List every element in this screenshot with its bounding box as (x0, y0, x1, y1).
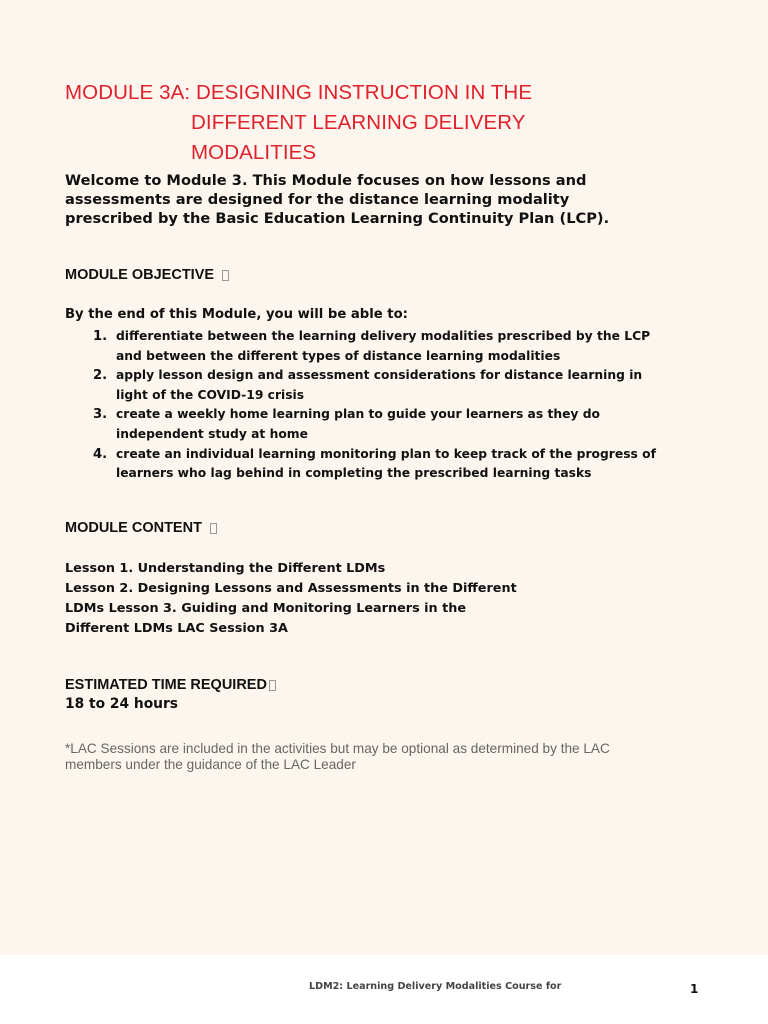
welcome-line-1: Welcome to Module 3. This Module focuses on how lessons and (65, 172, 587, 189)
page-footer (0, 955, 768, 1024)
missing-glyph-icon (210, 523, 217, 534)
list-item (65, 327, 685, 366)
title-line-2: DIFFERENT LEARNING DELIVERY (191, 111, 526, 134)
list-item (65, 445, 685, 484)
title-line-3: MODALITIES (191, 141, 317, 164)
time-heading (65, 677, 276, 693)
welcome-line-3: prescribed by the Basic Education Learning Continuity Plan (LCP). (65, 210, 610, 227)
lesson-line-1: Lesson 1. Understanding the Different LDMs (65, 561, 386, 576)
lac-note (65, 741, 705, 773)
time-value: 18 to 24 hours (65, 696, 179, 712)
list-item-number: 4. (93, 446, 108, 462)
list-item-line-2: light of the COVID-19 crisis (116, 387, 305, 402)
missing-glyph-icon (222, 270, 229, 281)
lac-note-line-2: members under the guidance of the LAC Leader (65, 757, 356, 772)
list-item-line-1: create a weekly home learning plan to guide your learners as they do (116, 407, 600, 422)
list-item-line-2: and between the different types of distance learning modalities (116, 348, 561, 363)
list-item (65, 405, 685, 444)
lesson-line-2: Lesson 2. Designing Lessons and Assessments in the Different (65, 581, 517, 596)
lesson-list (65, 559, 517, 639)
objective-heading-text: MODULE OBJECTIVE (65, 267, 215, 283)
list-item-number: 2. (93, 368, 108, 384)
module-title (65, 78, 532, 168)
content-heading (65, 520, 217, 536)
list-item-number: 1. (93, 329, 108, 344)
list-item-line-1: create an individual learning monitoring plan to keep track of the progress of (116, 446, 656, 461)
welcome-paragraph (65, 171, 725, 228)
title-line-1: MODULE 3A: DESIGNING INSTRUCTION IN THE (65, 81, 533, 104)
objective-heading (65, 267, 229, 283)
time-heading-text: ESTIMATED TIME REQUIRED (65, 677, 267, 693)
objective-intro: By the end of this Module, you will be able to: (65, 307, 408, 322)
list-item-line-2: independent study at home (116, 426, 308, 441)
page-number: 1 (690, 982, 699, 996)
list-item-line-1: differentiate between the learning delivery modalities prescribed by the LCP (116, 329, 651, 343)
lesson-line-4: Different LDMs LAC Session 3A (65, 621, 288, 636)
lesson-line-3: LDMs Lesson 3. Guiding and Monitoring Learners in the (65, 601, 467, 616)
welcome-line-2: assessments are designed for the distance learning modality (65, 191, 570, 208)
missing-glyph-icon (269, 680, 276, 691)
objective-list (65, 327, 685, 484)
list-item-line-2: learners who lag behind in completing the prescribed learning tasks (116, 466, 592, 481)
list-item-line-1: apply lesson design and assessment considerations for distance learning in (116, 368, 643, 383)
list-item-number: 3. (93, 407, 108, 423)
content-heading-text: MODULE CONTENT (65, 520, 202, 536)
list-item (65, 366, 685, 405)
footer-course-title: LDM2: Learning Delivery Modalities Course for (309, 981, 562, 992)
lac-note-line-1: *LAC Sessions are included in the activities but may be optional as determined by the LAC (65, 741, 610, 756)
